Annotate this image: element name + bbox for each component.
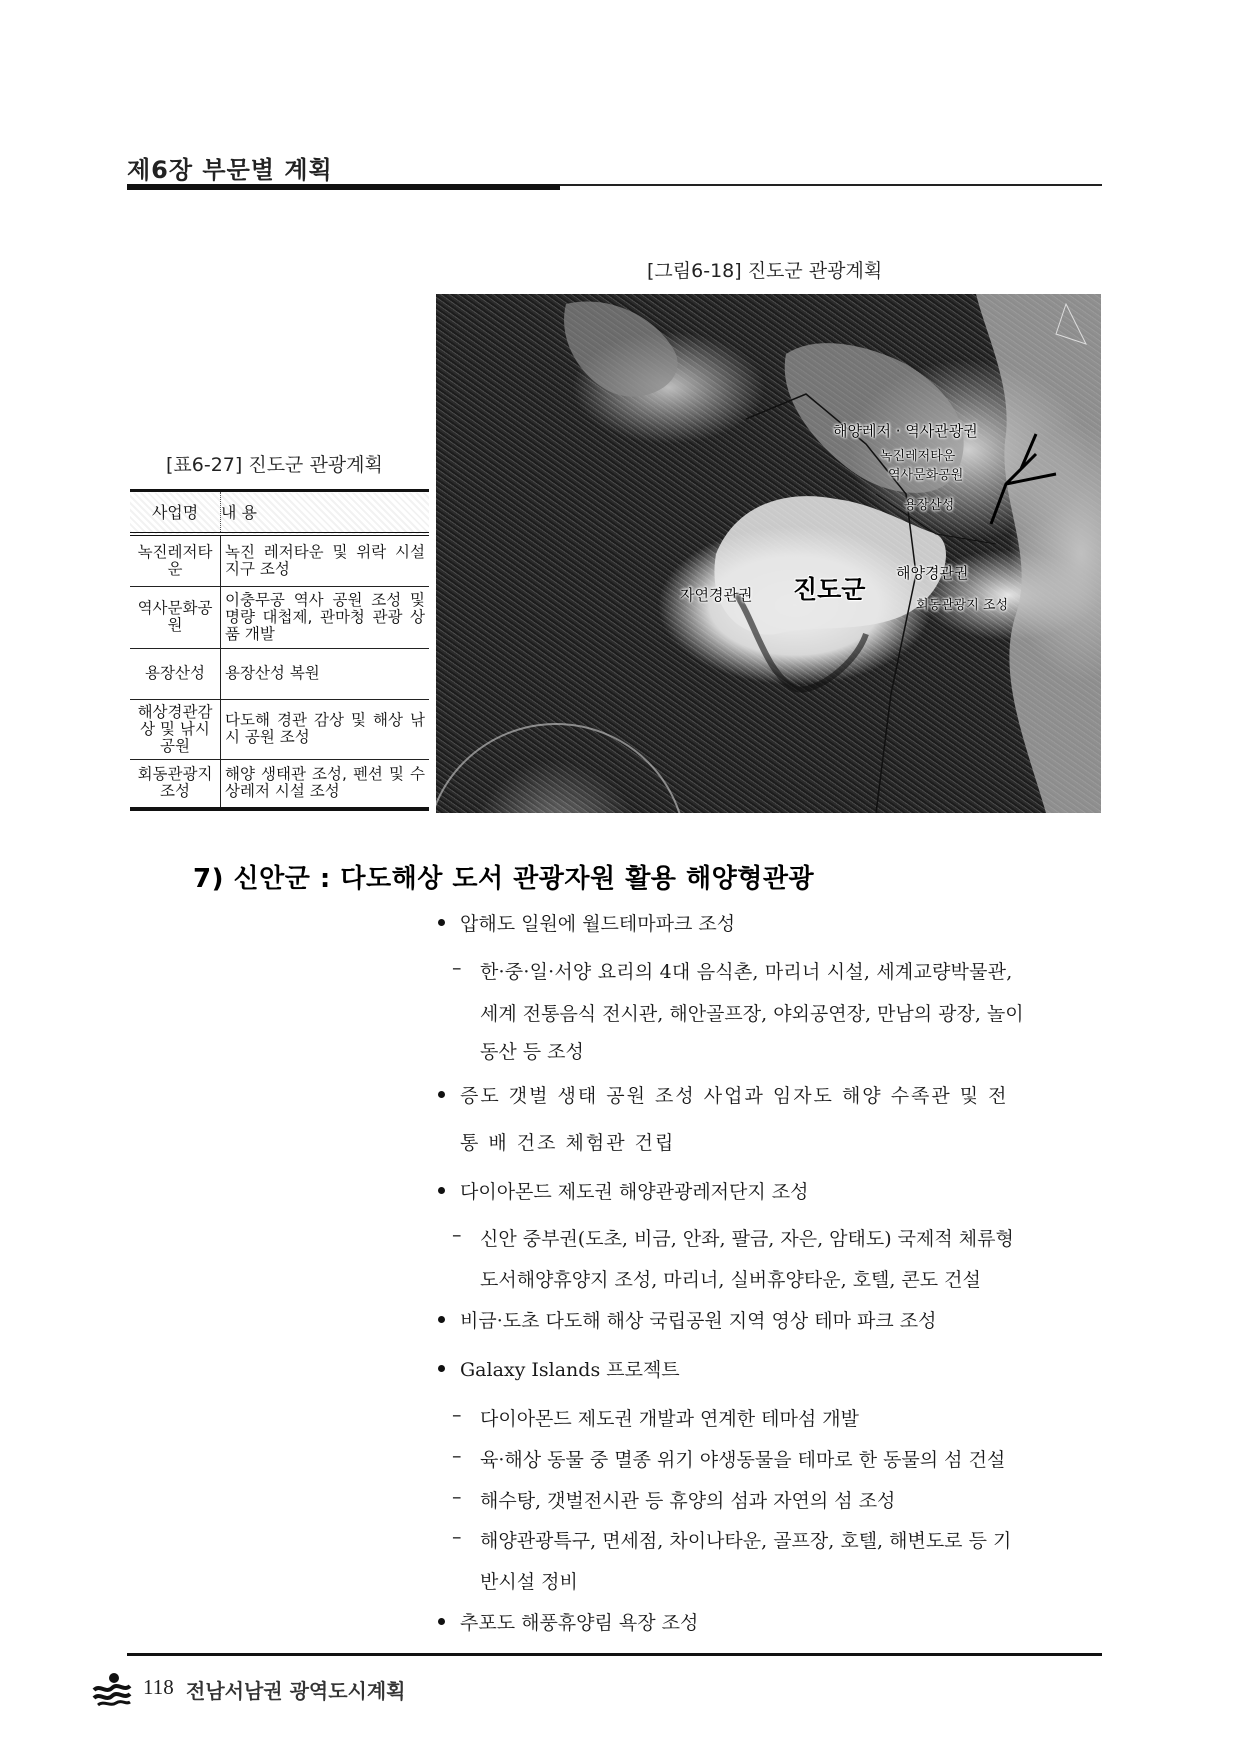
project-content: 녹진 레저타운 및 위락 시설 지구 조성 — [221, 534, 430, 586]
bullet-item: 다이아몬드 제도권 해양관광레저단지 조성 — [460, 1181, 809, 1203]
bullet-item: Galaxy Islands 프로젝트 — [460, 1359, 680, 1381]
jindo-tourism-map — [436, 294, 1101, 813]
dash-icon: – — [452, 1404, 462, 1426]
figure-caption: [그림6-18] 진도군 관광계획 — [647, 260, 883, 282]
map-label-yongjang: 용장산성 — [904, 498, 955, 513]
project-name: 역사문화공원 — [130, 586, 221, 648]
chapter-title: 제6장 부문별 계획 — [127, 156, 333, 184]
table-header-row — [130, 491, 429, 535]
table-row — [130, 534, 429, 586]
table-row — [130, 759, 429, 809]
dash-icon: – — [452, 1486, 462, 1508]
map-label-hoedong: 회동관광지 조성 — [916, 598, 1009, 613]
bullet-icon — [438, 1316, 445, 1323]
column-header-project: 사업명 — [130, 491, 221, 535]
table-row — [130, 586, 429, 648]
bullet-item-continuation: 통 배 건조 체험관 건립 — [460, 1132, 676, 1154]
sub-item-continuation: 반시설 정비 — [480, 1571, 578, 1593]
bullet-icon — [438, 919, 445, 926]
bullet-item: 추포도 해풍휴양림 욕장 조성 — [460, 1612, 699, 1634]
sub-item: 해양관광특구, 면세점, 차이나타운, 골프장, 호텔, 해변도로 등 기 — [480, 1530, 1012, 1552]
dash-icon: – — [452, 1526, 462, 1548]
sub-item: 신안 중부권(도초, 비금, 안좌, 팔금, 자은, 암태도) 국제적 체류형 — [480, 1228, 1014, 1250]
map-label-nokjin: 녹진레저타운 — [880, 449, 956, 464]
bullet-icon — [438, 1365, 445, 1372]
dash-icon: – — [452, 1224, 462, 1246]
sub-item: 해수탕, 갯벌전시관 등 휴양의 섬과 자연의 섬 조성 — [480, 1490, 896, 1512]
page-number: 118 — [143, 1675, 174, 1699]
bullet-icon — [438, 1618, 445, 1625]
footer-title: 전남서남권 광역도시계획 — [186, 1679, 406, 1703]
project-name: 회동관광지 조성 — [130, 759, 221, 809]
dash-icon: – — [452, 957, 462, 979]
project-name: 해상경관감상 및 낚시공원 — [130, 699, 221, 759]
map-label-history-park: 역사문화공원 — [888, 468, 964, 483]
project-content: 다도해 경관 감상 및 해상 낚시 공원 조성 — [221, 699, 430, 759]
project-content: 용장산성 복원 — [221, 648, 430, 699]
map-label-marine-history-zone: 해양레저 · 역사관광권 — [833, 422, 978, 440]
column-header-content: 내 용 — [221, 491, 430, 535]
table-caption: [표6-27] 진도군 관광계획 — [166, 454, 383, 476]
sub-item: 육·해상 동물 중 멸종 위기 야생동물을 테마로 한 동물의 섬 건설 — [480, 1449, 1006, 1471]
bullet-icon — [438, 1091, 445, 1098]
wave-logo-icon — [92, 1672, 132, 1708]
project-name: 녹진레저타운 — [130, 534, 221, 586]
map-label-marine-scenery-zone: 해양경관권 — [896, 564, 969, 582]
sub-item: 다이아몬드 제도권 개발과 연계한 테마섬 개발 — [480, 1408, 859, 1430]
bullet-item: 압해도 일원에 월드테마파크 조성 — [460, 913, 736, 935]
project-name: 용장산성 — [130, 648, 221, 699]
dash-icon: – — [452, 1445, 462, 1467]
map-label-nature-zone: 자연경관권 — [680, 586, 753, 604]
map-label-county: 진도군 — [793, 575, 866, 604]
section-heading: 7) 신안군 : 다도해상 도서 관광자원 활용 해양형관광 — [193, 864, 815, 894]
table-row — [130, 648, 429, 699]
sub-item-continuation: 도서해양휴양지 조성, 마리너, 실버휴양타운, 호텔, 콘도 건설 — [480, 1269, 981, 1291]
project-content: 해양 생태관 조성, 펜션 및 수상레저 시설 조성 — [221, 759, 430, 809]
project-content: 이충무공 역사 공원 조성 및 명량 대첩제, 관마청 관광 상품 개발 — [221, 586, 430, 648]
map-landmass-icon — [436, 294, 1101, 813]
bullet-icon — [438, 1187, 445, 1194]
bullet-item: 증도 갯벌 생태 공원 조성 사업과 임자도 해양 수족관 및 전 — [460, 1085, 1009, 1107]
jindo-tourism-table — [130, 489, 429, 811]
sub-item: 한·중·일·서양 요리의 4대 음식촌, 마리너 시설, 세계교량박물관, — [480, 961, 1013, 983]
sub-item-continuation: 세계 전통음식 전시관, 해안골프장, 야외공연장, 만남의 광장, 놀이 — [480, 1003, 1024, 1025]
footer-rule — [127, 1653, 1102, 1656]
header-rule-accent — [127, 184, 560, 190]
table-row — [130, 699, 429, 759]
bullet-item: 비금·도초 다도해 해상 국립공원 지역 영상 테마 파크 조성 — [460, 1310, 937, 1332]
sub-item-continuation: 동산 등 조성 — [480, 1041, 584, 1063]
